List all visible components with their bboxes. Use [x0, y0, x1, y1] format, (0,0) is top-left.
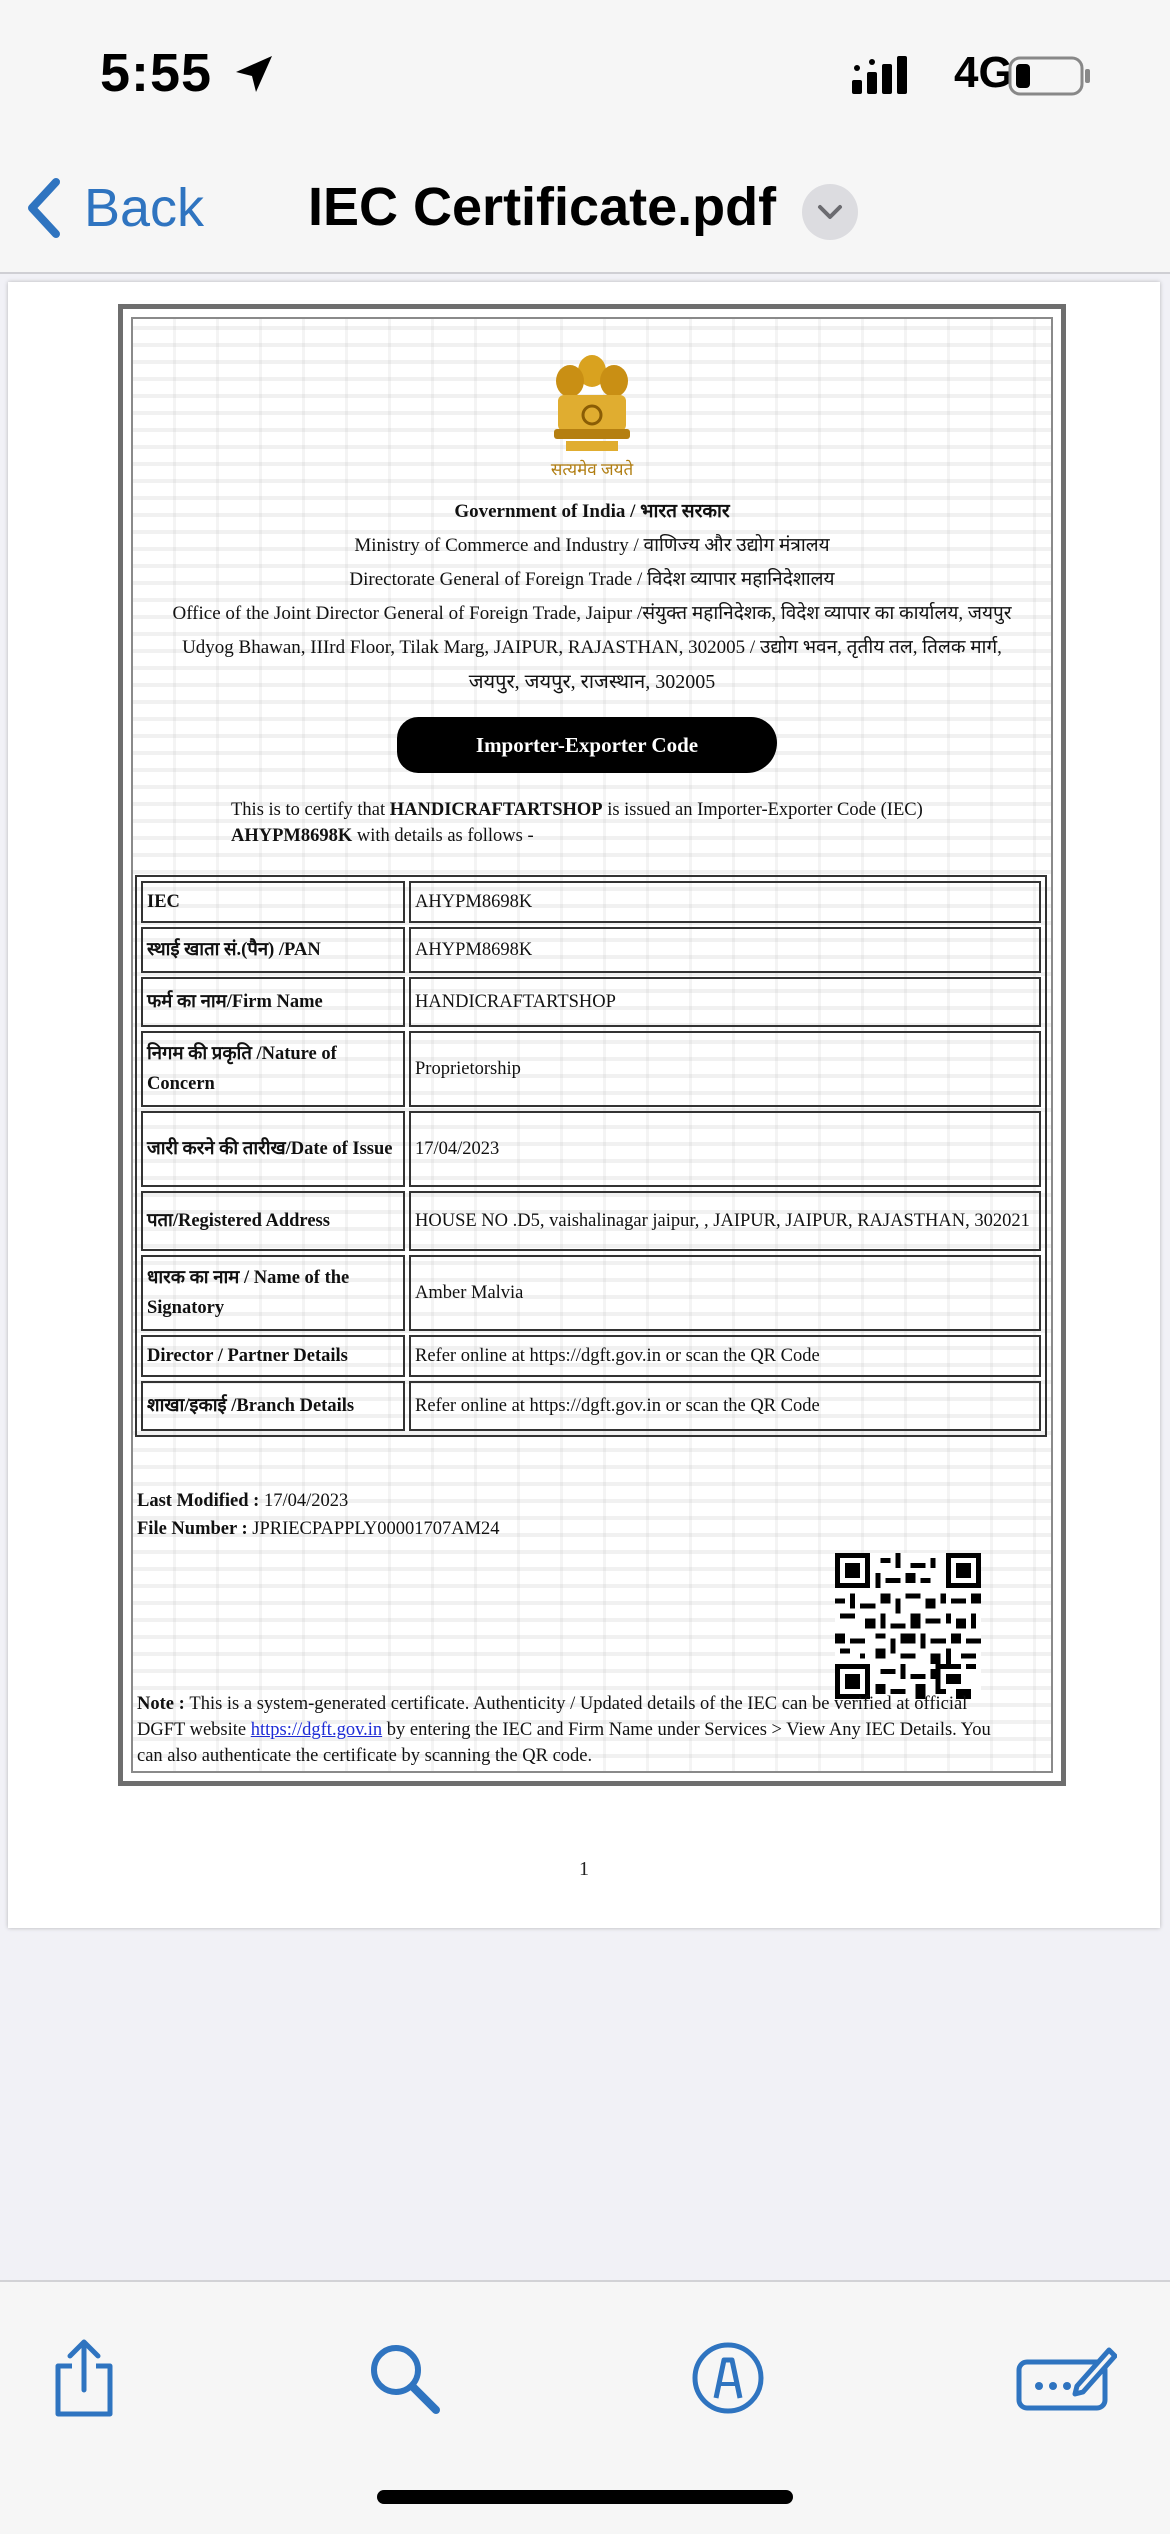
certify-middle: is issued an Importer-Exporter Code (IEC) [602, 800, 923, 820]
row-label: धारक का नाम / Name of the Signatory [141, 1255, 405, 1331]
back-button[interactable] [24, 172, 204, 244]
chevron-down-icon [816, 202, 844, 222]
file-number-label: File Number : [137, 1519, 253, 1539]
status-bar [0, 0, 1170, 150]
battery-icon [1008, 56, 1092, 96]
back-label: Back [84, 178, 205, 238]
table-row [141, 1381, 1041, 1431]
navigation-bar [0, 150, 1170, 274]
row-label: निगम की प्रकृति /Nature of Concern [141, 1031, 405, 1107]
emblem-motto: सत्यमेव जयते [550, 460, 634, 479]
row-value: Refer online at https://dgft.gov.in or scan the QR Code [409, 1381, 1041, 1431]
last-modified-value: 17/04/2023 [263, 1491, 349, 1511]
share-button[interactable] [36, 2330, 132, 2426]
row-value: AHYPM8698K [409, 927, 1041, 973]
cellular-signal-icon [852, 56, 916, 96]
table-row [141, 881, 1041, 923]
header-directorate: Directorate General of Foreign Trade / विदेश व्यापार महानिदेशालय [349, 569, 835, 590]
qr-code [835, 1553, 981, 1699]
fill-sign-button[interactable] [1010, 2330, 1120, 2426]
table-row [141, 1191, 1041, 1251]
row-label: IEC [141, 881, 405, 923]
location-arrow-icon [232, 52, 276, 96]
header-address-line1: Udyog Bhawan, IIIrd Floor, Tilak Marg, JAIPUR, RAJASTHAN, 302005 / उद्योग भवन, तृतीय तल, तिलक मार्ग, [182, 637, 1002, 658]
home-indicator[interactable] [377, 2490, 793, 2504]
table-row [141, 977, 1041, 1027]
details-table [135, 875, 1047, 1437]
table-row [141, 927, 1041, 973]
document-title[interactable]: IEC Certificate.pdf [308, 177, 777, 237]
certify-statement [231, 797, 991, 849]
last-modified-label: Last Modified : [137, 1491, 264, 1511]
title-menu-button[interactable] [802, 184, 858, 240]
certify-firm: HANDICRAFTARTSHOP [389, 800, 603, 820]
row-value: Amber Malvia [409, 1255, 1041, 1331]
row-label: पता/Registered Address [141, 1191, 405, 1251]
network-type: 4G [954, 48, 1013, 97]
row-label: फर्म का नाम/Firm Name [141, 977, 405, 1027]
row-value: HANDICRAFTARTSHOP [409, 977, 1041, 1027]
last-modified [137, 1491, 348, 1512]
row-value: Proprietorship [409, 1031, 1041, 1107]
certificate-code-title [397, 717, 777, 773]
note-label: Note : [137, 1694, 190, 1714]
table-row [141, 1111, 1041, 1187]
table-row [141, 1255, 1041, 1331]
chevron-left-icon [24, 176, 64, 240]
page-number: 1 [579, 1858, 589, 1880]
file-number-value: JPRIECPAPPLY00001707AM24 [252, 1519, 500, 1539]
row-label: स्थाई खाता सं.(पैन) /PAN [141, 927, 405, 973]
file-number [137, 1519, 500, 1540]
header-office: Office of the Joint Director General of Foreign Trade, Jaipur /संयुक्त महानिदेशक, विदेश व्यापार का कार्यालय, जयपुर [172, 603, 1012, 624]
row-value: 17/04/2023 [409, 1111, 1041, 1187]
note-part2: by entering the IEC and Firm Name under Services > View Any IEC Details. You can also authenticate the certificate by scanning the QR code. [137, 1720, 991, 1766]
certify-prefix: This is to certify that [231, 800, 390, 820]
certify-iec: AHYPM8698K [231, 826, 353, 846]
row-label: जारी करने की तारीख/Date of Issue [141, 1111, 405, 1187]
certificate-border [118, 304, 1066, 1786]
row-label: शाखा/इकाई /Branch Details [141, 1381, 405, 1431]
edit-form-icon [1013, 2340, 1117, 2416]
share-icon [48, 2336, 120, 2420]
status-time: 5:55 [100, 43, 213, 103]
table-row [141, 1335, 1041, 1377]
row-value: Refer online at https://dgft.gov.in or scan the QR Code [409, 1335, 1041, 1377]
table-row [141, 1031, 1041, 1107]
row-value: HOUSE NO .D5, vaishalinagar jaipur, , JAIPUR, JAIPUR, RAJASTHAN, 302021 [409, 1191, 1041, 1251]
search-button[interactable] [356, 2330, 452, 2426]
note-text [137, 1691, 1017, 1769]
header-government: Government of India / भारत सरकार [454, 501, 730, 522]
note-part1: This is a system-generated certificate. Authenticity / Updated details of the IEC can be verified at official DGFT website [137, 1694, 968, 1740]
row-value: AHYPM8698K [409, 881, 1041, 923]
certify-suffix: with details as follows - [352, 826, 534, 846]
code-title-text: Importer-Exporter Code [475, 732, 699, 757]
markup-button[interactable] [680, 2330, 776, 2426]
header-address-line2: जयपुर, जयपुर, राजस्थान, 302005 [468, 671, 716, 693]
search-icon [366, 2340, 442, 2416]
markup-icon [690, 2340, 766, 2416]
dgft-link[interactable]: https://dgft.gov.in [250, 1720, 383, 1740]
pdf-page[interactable] [8, 282, 1160, 1928]
row-label: Director / Partner Details [141, 1335, 405, 1377]
header-ministry: Ministry of Commerce and Industry / वाणिज्य और उद्योग मंत्रालय [354, 535, 830, 556]
